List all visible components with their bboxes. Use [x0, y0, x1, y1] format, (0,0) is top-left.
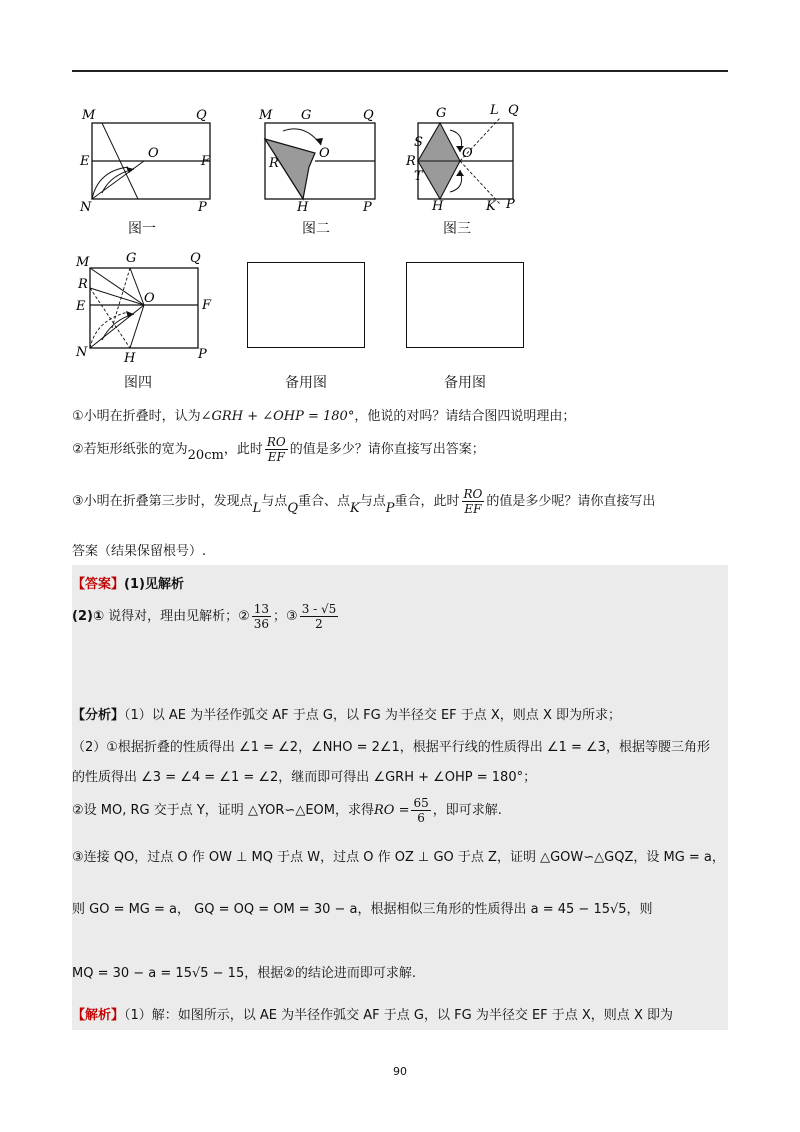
- fig4-label-N: N: [76, 345, 88, 360]
- analysis-line-2: （2）①根据折叠的性质得出 ∠1 = ∠2，∠NHO = 2∠1，根据平行线的性质得出 ∠1 = ∠3，根据等腰三角形: [72, 740, 710, 755]
- fig1-label-N: N: [80, 200, 92, 215]
- fig3-label-Q: Q: [508, 103, 519, 118]
- question-2: ②若矩形纸张的宽为20cm，此时 $\frac{RO}{EF}$ 的值是多少？请你直接写出答案；: [72, 435, 485, 464]
- analysis-line-5: ③连接 QO，过点 O 作 OW ⊥ MQ 于点 W，过点 O 作 OZ ⊥ GO 于点 Z，证明 △GOW∽△GQZ，设 MG = a，: [72, 850, 725, 865]
- fig3-label-L: L: [490, 103, 499, 118]
- fig3-label-G: G: [436, 106, 447, 121]
- spare2-caption: 备用图: [444, 375, 486, 391]
- fig4-label-E: E: [76, 299, 86, 314]
- fig1-label-E: E: [80, 154, 90, 169]
- fig4-label-F: F: [202, 298, 212, 313]
- figures-area: [0, 0, 800, 400]
- answer-fraction-sqrt5: $\frac{3 - √5}{2}$: [301, 602, 337, 631]
- analysis-line-7: MQ = 30 − a = 15√5 − 15，根据②的结论进而即可求解.: [72, 966, 417, 981]
- answer-line-2: (2)① 说得对，理由见解析；② $\frac{13}{36}$ ；③ $\frac{3 - √5}{2}$: [72, 602, 337, 631]
- fig3-label-O: O: [462, 146, 473, 161]
- solution-line-1: 【解析】（1）解：如图所示，以 AE 为半径作弧交 AF 于点 G，以 FG 为半径交 EF 于点 X，则点 X 即为: [72, 1008, 673, 1023]
- spare1-caption: 备用图: [285, 375, 327, 391]
- fig1-label-O: O: [148, 146, 159, 161]
- fig4-caption: 图四: [124, 375, 152, 391]
- fig3-label-T: T: [414, 169, 423, 184]
- fig2-label-M: M: [259, 108, 273, 123]
- fig2-label-H: H: [297, 200, 309, 215]
- fig4-label-R: R: [78, 277, 88, 292]
- analysis-line-1: 【分析】（1）以 AE 为半径作弧交 AF 于点 G，以 FG 为半径交 EF 于点 X，则点 X 即为所求；: [72, 708, 621, 723]
- spare-figure-1: [247, 262, 365, 348]
- fig2-label-R: R: [269, 156, 279, 171]
- figure-4: [72, 250, 222, 365]
- question-1: ①小明在折叠时，认为∠GRH + ∠OHP = 180°，他说的对吗？请结合图四说明理由；: [72, 409, 576, 424]
- question-3: ③小明在折叠第三步时，发现点L与点Q重合、点K与点P重合，此时 $\frac{RO}{EF}$ 的值是多少呢？请你直接写出: [72, 487, 656, 516]
- fig2-label-Q: Q: [363, 108, 374, 123]
- fig4-label-G: G: [126, 251, 137, 266]
- q3-ratio-fraction: $\frac{RO}{EF}$: [463, 487, 483, 516]
- answer-line-1: 【答案】(1)见解析: [72, 577, 184, 592]
- fig2-label-G: G: [301, 108, 312, 123]
- page-number: 90: [393, 1065, 407, 1078]
- analysis-line-6: 则 GO = MG = a， GQ = OQ = OM = 30 − a，根据相似三角形的性质得出 a = 45 − 15√5，则: [72, 902, 653, 917]
- fig4-label-M: M: [76, 255, 90, 270]
- fig3-label-R: R: [406, 154, 416, 169]
- q2-ratio-fraction: $\frac{RO}{EF}$: [266, 435, 286, 464]
- fig4-label-Q: Q: [190, 251, 201, 266]
- fig4-label-O: O: [144, 291, 155, 306]
- fig3-label-S: S: [414, 135, 423, 150]
- fig1-label-P: P: [198, 200, 207, 215]
- fig1-label-F: F: [201, 154, 211, 169]
- fig2-label-P: P: [363, 200, 372, 215]
- fig3-caption: 图三: [443, 221, 471, 237]
- figure-3: [400, 100, 530, 215]
- figure-1: [80, 105, 220, 215]
- fig3-label-K: K: [486, 199, 496, 214]
- answer-fraction-13-36: $\frac{13}{36}$: [253, 602, 270, 631]
- fig1-label-M: M: [82, 108, 96, 123]
- figure-2: [255, 105, 385, 215]
- analysis-line-3: 的性质得出 ∠3 = ∠4 = ∠1 = ∠2，继而即可得出 ∠GRH + ∠OHP = 180°；: [72, 770, 537, 785]
- fig3-label-H: H: [432, 199, 444, 214]
- spare-figure-2: [406, 262, 524, 348]
- question-3-continued: 答案（结果保留根号）.: [72, 544, 207, 559]
- fig3-label-P: P: [506, 197, 515, 212]
- fig4-label-P: P: [198, 347, 207, 362]
- fig2-label-O: O: [319, 146, 330, 161]
- fig1-caption: 图一: [128, 221, 156, 237]
- fig2-caption: 图二: [302, 221, 330, 237]
- analysis-fraction-65-6: $\frac{65}{6}$: [413, 796, 429, 825]
- fig1-label-Q: Q: [196, 108, 207, 123]
- analysis-line-4: ②设 MO, RG 交于点 Y，证明 △YOR∽△EOM，求得RO = $\frac{65}{6}$ ，即可求解.: [72, 796, 502, 825]
- fig4-label-H: H: [124, 351, 136, 366]
